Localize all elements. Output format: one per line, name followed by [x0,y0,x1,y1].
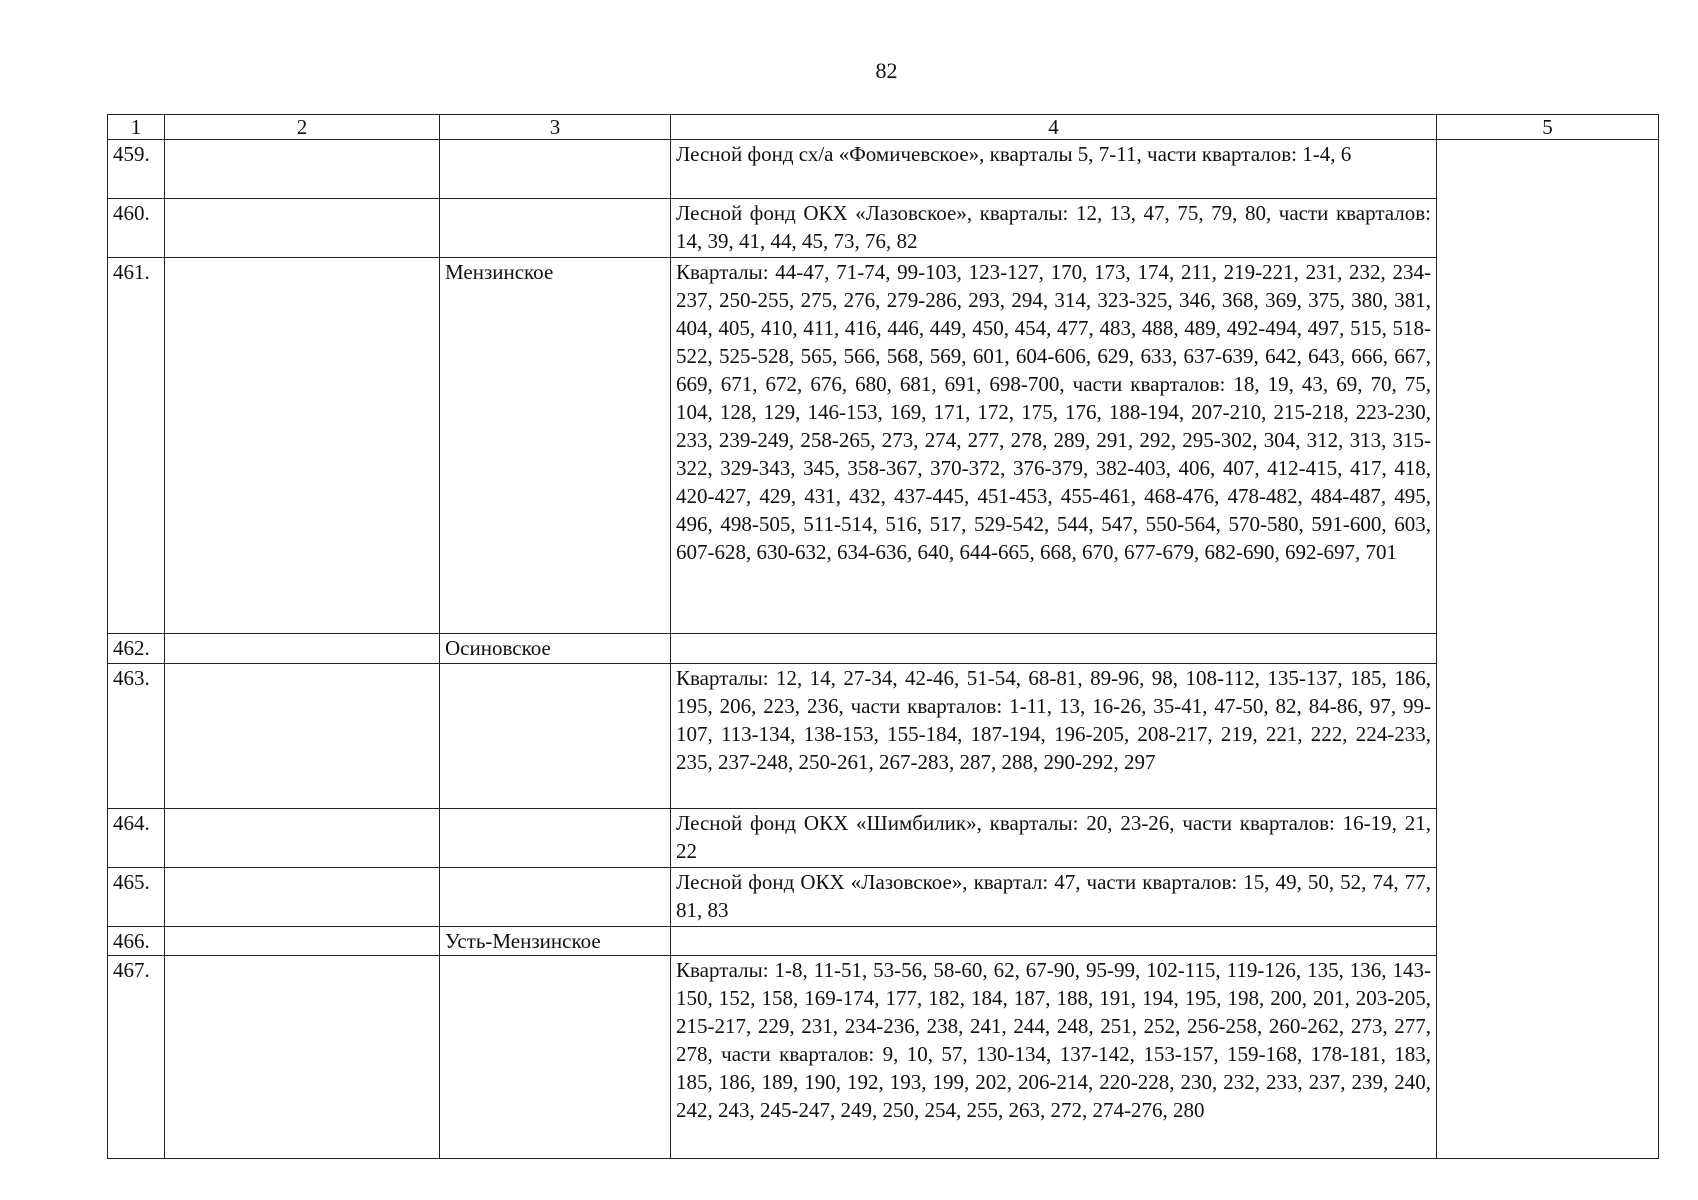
row-number: 467. [108,956,165,1159]
row-number: 464. [108,809,165,868]
row-settlement [440,956,671,1159]
header-col-1: 1 [108,115,165,140]
row-settlement [440,664,671,809]
row-number: 459. [108,140,165,199]
row-quarters [671,927,1437,956]
table-row [108,809,1659,868]
header-col-4: 4 [671,115,1437,140]
row-col2 [165,868,440,927]
header-col-2: 2 [165,115,440,140]
row-settlement: Усть-Мензинское [440,927,671,956]
row-quarters: Кварталы: 44-47, 71-74, 99-103, 123-127, 170, 173, 174, 211, 219-221, 231, 232, 234-237, 250-255, 275, 276, 279-286, 293, 294, 314, 323-325, 346, 368, 369, 375, 380, 381, 404, 405, 410, 411, 416, 446, 449, 450, 454, 477, 483, 488, 489, 492-494, 497, 515, 518-522, 525-528, 565, 566, 568, 569, 601, 604-606, 629, 633, 637-639, 642, 643, 666, 667, 669, 671, 672, 676, 680, 681, 691, 698-700, части кварталов: 18, 19, 43, 69, 70, 75, 104, 128, 129, 146-153, 169, 171, 172, 175, 176, 188-194, 207-210, 215-218, 223-230, 233, 239-249, 258-265, 273, 274, 277, 278, 289, 291, 292, 295-302, 304, 312, 313, 315-322, 329-343, 345, 358-367, 370-372, 376-379, 382-403, 406, 407, 412-415, 417, 418, 420-427, 429, 431, 432, 437-445, 451-453, 455-461, 468-476, 478-482, 484-487, 495, 496, 498-505, 511-514, 516, 517, 529-542, 544, 547, 550-564, 570-580, 591-600, 603, 607-628, 630-632, 634-636, 640, 644-665, 668, 670, 677-679, 682-690, 692-697, 701 [671,258,1437,634]
table-row [108,199,1659,258]
row-col2 [165,140,440,199]
row-col2 [165,634,440,664]
col5-cell [1437,140,1659,1159]
table-row [108,664,1659,809]
row-col2 [165,956,440,1159]
table-row [108,927,1659,956]
row-col2 [165,199,440,258]
row-quarters: Лесной фонд сх/а «Фомичевское», кварталы 5, 7-11, части кварталов: 1-4, 6 [671,140,1437,199]
row-settlement [440,868,671,927]
row-col2 [165,809,440,868]
row-quarters: Кварталы: 12, 14, 27-34, 42-46, 51-54, 68-81, 89-96, 98, 108-112, 135-137, 185, 186, 195, 206, 223, 236, части кварталов: 1-11, 13, 16-26, 35-41, 47-50, 82, 84-86, 97, 99-107, 113-134, 138-153, 155-184, 187-194, 196-205, 208-217, 219, 221, 222, 224-233, 235, 237-248, 250-261, 267-283, 287, 288, 290-292, 297 [671,664,1437,809]
row-settlement [440,809,671,868]
header-col-5: 5 [1437,115,1659,140]
row-number: 460. [108,199,165,258]
row-quarters: Кварталы: 1-8, 11-51, 53-56, 58-60, 62, 67-90, 95-99, 102-115, 119-126, 135, 136, 143-150, 152, 158, 169-174, 177, 182, 184, 187, 188, 191, 194, 195, 198, 200, 201, 203-205, 215-217, 229, 231, 234-236, 238, 241, 244, 248, 251, 252, 256-258, 260-262, 273, 277, 278, части кварталов: 9, 10, 57, 130-134, 137-142, 153-157, 159-168, 178-181, 183, 185, 186, 189, 190, 192, 193, 199, 202, 206-214, 220-228, 230, 232, 233, 237, 239, 240, 242, 243, 245-247, 249, 250, 254, 255, 263, 272, 274-276, 280 [671,956,1437,1159]
table-row [108,258,1659,634]
table-row [108,956,1659,1159]
table-row [108,140,1659,199]
row-number: 466. [108,927,165,956]
row-settlement: Осиновское [440,634,671,664]
header-row [108,115,1659,140]
row-quarters: Лесной фонд ОКХ «Лазовское», кварталы: 12, 13, 47, 75, 79, 80, части кварталов: 14, 39, 41, 44, 45, 73, 76, 82 [671,199,1437,258]
row-quarters [671,634,1437,664]
row-col2 [165,927,440,956]
header-col-3: 3 [440,115,671,140]
data-table [107,114,1659,1159]
table-row [108,634,1659,664]
row-col2 [165,258,440,634]
page-number: 82 [875,58,898,83]
row-settlement [440,199,671,258]
row-number: 465. [108,868,165,927]
row-settlement [440,140,671,199]
row-col2 [165,664,440,809]
table-row [108,868,1659,927]
row-number: 461. [108,258,165,634]
row-quarters: Лесной фонд ОКХ «Шимбилик», кварталы: 20, 23-26, части кварталов: 16-19, 21, 22 [671,809,1437,868]
row-number: 462. [108,634,165,664]
row-settlement: Мензинское [440,258,671,634]
row-quarters: Лесной фонд ОКХ «Лазовское», квартал: 47, части кварталов: 15, 49, 50, 52, 74, 77, 81, 83 [671,868,1437,927]
row-number: 463. [108,664,165,809]
